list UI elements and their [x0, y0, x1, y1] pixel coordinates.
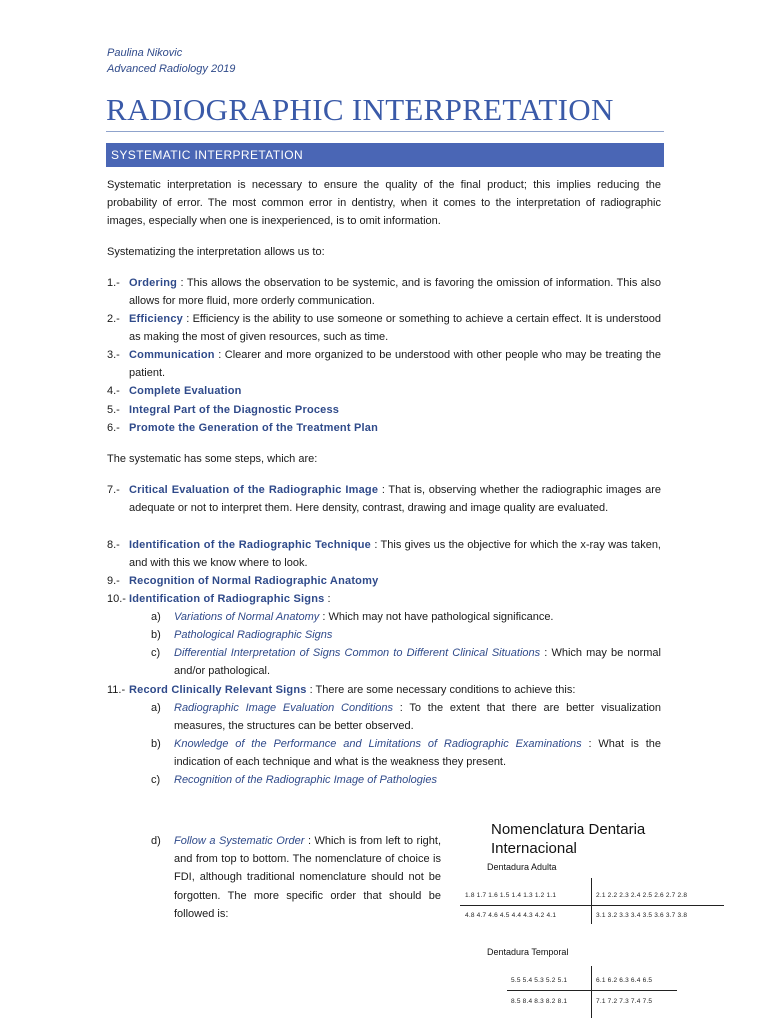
sub-item	[174, 644, 661, 680]
sub-text: : To the extent that there are better visualization measures, the structures can be better observed.	[174, 702, 661, 733]
adult-upper-left-quadrant: 2.1 2.2 2.3 2.4 2.5 2.6 2.7 2.8	[596, 892, 688, 899]
sub-term: Pathological Radiographic Signs	[174, 629, 333, 641]
section-heading: SYSTEMATIC INTERPRETATION	[106, 143, 664, 167]
item-term: Ordering	[129, 277, 178, 289]
sub-text: : Which may be normal and/or pathological.	[174, 647, 661, 678]
sub-letter: b)	[151, 629, 161, 641]
sub-text: : What is the indication of each technique and what is the weakness they present.	[174, 738, 661, 769]
author-name: Paulina Nikovic	[107, 47, 183, 59]
item-term: Record Clinically Relevant Signs	[129, 684, 307, 696]
list-item	[129, 572, 661, 590]
item-text: : There are some necessary conditions to achieve this:	[306, 684, 576, 696]
temporary-lower-left-quadrant: 7.1 7.2 7.3 7.4 7.5	[596, 998, 653, 1005]
adult-lower-right-quadrant: 4.8 4.7 4.6 4.5 4.4 4.3 4.2 4.1	[465, 912, 557, 919]
sub-text: : Which is from left to right, and from top to bottom. The nomenclature of choice is FDI, although traditional nomenclature should not be forgotten. The more specific order that should be followed is:	[174, 835, 442, 920]
list-number: 2.-	[107, 313, 120, 325]
sub-letter: d)	[151, 835, 161, 847]
item-term: Efficiency	[129, 313, 183, 325]
item-text: :	[324, 593, 331, 605]
adult-vertical-divider	[591, 878, 592, 924]
list-number: 7.-	[107, 484, 120, 496]
sub-letter: b)	[151, 738, 161, 750]
sub-term: Knowledge of the Performance and Limitations of Radiographic Examinations	[174, 738, 582, 750]
sub-term: Recognition of the Radiographic Image of Pathologies	[174, 774, 437, 786]
sub-term: Variations of Normal Anatomy	[174, 611, 320, 623]
item-text: : Efficiency is the ability to use someone or something to achieve a certain effect. It is understood as making the most of given resources, such as time.	[129, 313, 661, 344]
item-term: Identification of the Radiographic Technique	[129, 539, 371, 551]
list-number: 9.-	[107, 575, 120, 587]
sub-term: Differential Interpretation of Signs Common to Different Clinical Situations	[174, 647, 541, 659]
course-name: Advanced Radiology 2019	[107, 63, 236, 75]
item-term: Identification of Radiographic Signs	[129, 593, 325, 605]
item-term: Communication	[129, 349, 215, 361]
list-number: 1.-	[107, 277, 120, 289]
sub-term: Follow a Systematic Order	[174, 835, 305, 847]
list-item	[129, 536, 661, 572]
sub-item	[174, 735, 661, 771]
sub-term: Radiographic Image Evaluation Conditions	[174, 702, 394, 714]
sub-item	[174, 832, 441, 923]
list-item	[129, 346, 661, 382]
sub-text: : Which may not have pathological significance.	[319, 611, 554, 623]
item-text: : Clearer and more organized to be understood with other people who may be treating the patient.	[129, 349, 661, 380]
item-term: Integral Part of the Diagnostic Process	[129, 404, 340, 416]
temporary-upper-left-quadrant: 6.1 6.2 6.3 6.4 6.5	[596, 977, 653, 984]
temporary-dentition-label: Dentadura Temporal	[487, 947, 569, 957]
item-text: : This gives us the objective for which the x-ray was taken, and with this we know where to look.	[129, 539, 661, 570]
list-item	[129, 590, 661, 608]
sub-letter: c)	[151, 647, 161, 659]
item-term: Promote the Generation of the Treatment Plan	[129, 422, 379, 434]
allows-lead: Systematizing the interpretation allows us to:	[107, 246, 325, 258]
temporary-upper-right-quadrant: 5.5 5.4 5.3 5.2 5.1	[511, 977, 568, 984]
adult-horizontal-divider	[460, 905, 724, 906]
list-number: 8.-	[107, 539, 120, 551]
sub-letter: a)	[151, 702, 161, 714]
page-title: RADIOGRAPHIC INTERPRETATION	[106, 92, 614, 127]
adult-upper-right-quadrant: 1.8 1.7 1.6 1.5 1.4 1.3 1.2 1.1	[465, 892, 557, 899]
list-number: 6.-	[107, 422, 120, 434]
list-item	[129, 310, 661, 346]
sub-item	[174, 626, 661, 644]
item-term: Recognition of Normal Radiographic Anatomy	[129, 575, 379, 587]
item-text: : This allows the observation to be systemic, and is favoring the omission of information. This also allows for more fluid, more orderly communication.	[129, 277, 661, 308]
item-text: : That is, observing whether the radiographic images are adequate or not to interpret them. Here density, contrast, drawing and image quality are evaluated.	[129, 484, 662, 515]
temporary-vertical-divider	[591, 966, 592, 1018]
sub-letter: a)	[151, 611, 161, 623]
list-number: 11.-	[107, 684, 126, 696]
list-number: 10.-	[107, 593, 126, 605]
list-item	[129, 481, 661, 517]
adult-dentition-label: Dentadura Adulta	[487, 862, 557, 872]
list-item	[129, 419, 661, 437]
adult-lower-left-quadrant: 3.1 3.2 3.3 3.4 3.5 3.6 3.7 3.8	[596, 912, 688, 919]
title-underline	[106, 131, 664, 132]
steps-lead: The systematic has some steps, which are:	[107, 453, 318, 465]
temporary-horizontal-divider	[507, 990, 677, 991]
list-item	[129, 681, 661, 699]
sub-item	[174, 699, 661, 735]
list-number: 4.-	[107, 385, 120, 397]
temporary-lower-right-quadrant: 8.5 8.4 8.3 8.2 8.1	[511, 998, 568, 1005]
item-term: Complete Evaluation	[129, 385, 242, 397]
list-item	[129, 274, 661, 310]
item-term: Critical Evaluation of the Radiographic Image	[129, 484, 379, 496]
list-number: 3.-	[107, 349, 120, 361]
figure-title: Nomenclatura Dentaria Internacional	[491, 821, 646, 857]
sub-item	[174, 771, 661, 789]
list-item	[129, 401, 661, 419]
sub-letter: c)	[151, 774, 161, 786]
sub-item	[174, 608, 661, 626]
list-number: 5.-	[107, 404, 120, 416]
list-item	[129, 382, 661, 400]
intro-paragraph: Systematic interpretation is necessary to ensure the quality of the final product; this implies reducing the probability of error. The most common error in dentistry, when it comes to the interpretation of radiographic images, especially when one is inexperienced, is to omit information.	[107, 179, 661, 228]
